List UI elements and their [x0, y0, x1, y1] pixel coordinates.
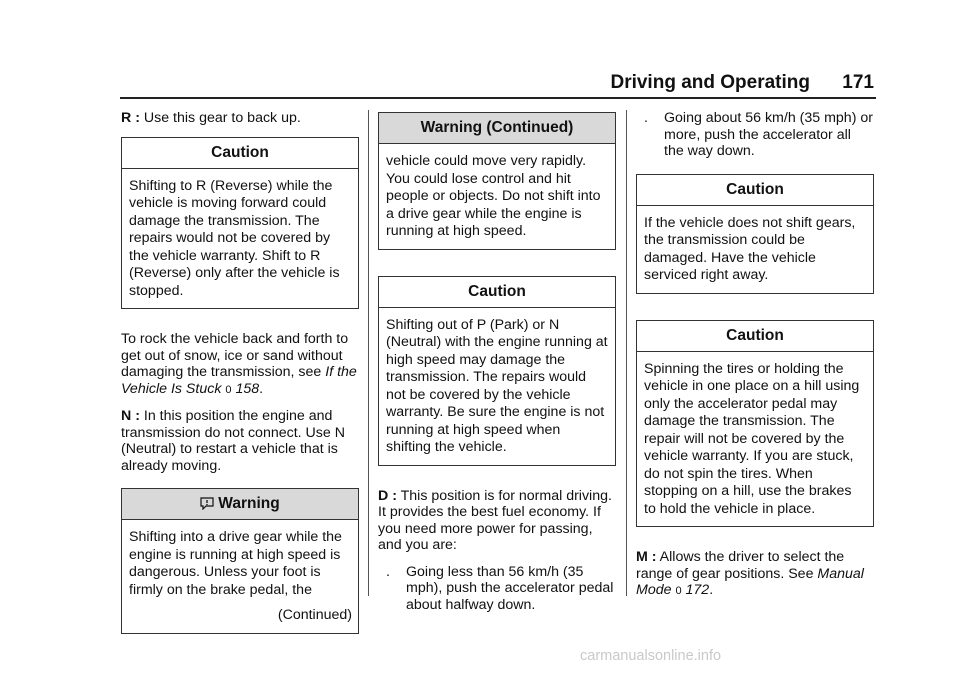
caution-box: [636, 320, 874, 528]
gear-label-m: M :: [636, 549, 657, 565]
gear-label-r: R :: [121, 110, 140, 126]
caution-title: Caution: [379, 277, 615, 308]
warning-body: Shifting into a drive gear while the engine is running at high speed is dangerous. Unless your foot is firmly on the brake pedal, the: [129, 529, 342, 598]
gear-text-m: Allows the driver to select the range of gear positions. See: [636, 549, 845, 582]
bullet-text: Going less than 56 km/h (35 mph), push the accelerator pedal about halfway down.: [406, 563, 614, 613]
gear-text-d: This position is for normal driving. It provides the best fuel economy. If you need more power for passing, and you are:: [378, 487, 612, 553]
caution-body: Spinning the tires or holding the vehicle in one place on a hill using only the accelerator pedal may damage the transmission. The repair will not be covered by the vehicle warranty. If you are stuck, do not spin the tires. When stopping on a hill, use the brakes to hold the vehicle in place.: [644, 360, 860, 517]
caution-box: [636, 174, 874, 294]
column-1: [121, 110, 359, 656]
gear-text-n: In this position the engine and transmission do not connect. Use N (Neutral) to restart a vehicle that is already moving.: [121, 408, 345, 474]
caution-title: Caution: [637, 321, 873, 352]
gear-label-d: D :: [378, 487, 397, 504]
caution-body: Shifting to R (Reverse) while the vehicle is moving forward could damage the transmission. The repairs would not be covered by the vehicle warranty. Shift to R (Reverse) only after the vehicle is stopped.: [129, 177, 340, 299]
page-number: 171: [842, 72, 874, 93]
paragraph-rock: To rock the vehicle back and forth to get out of snow, ice or sand without damaging the transmission, see If the Vehicle Is Stuck 0 158.: [121, 331, 357, 397]
cross-reference-link[interactable]: If the Vehicle Is Stuck 0 158: [121, 364, 357, 397]
column-divider: [368, 110, 369, 596]
continued-label: (Continued): [277, 607, 352, 623]
list-item: [378, 564, 616, 614]
warning-title: Warning: [122, 489, 358, 520]
rock-text: To rock the vehicle back and forth to get out of snow, ice or sand without damaging the transmission, see: [121, 331, 349, 380]
warning-continued-body: vehicle could move very rapidly. You could lose control and hit people or objects. Do not shift into a drive gear while the engine is running at high speed.: [386, 153, 601, 239]
paragraph-n: [121, 408, 359, 474]
column-divider: [626, 110, 627, 596]
warning-box: [121, 488, 359, 634]
bullet-mark: .: [386, 563, 390, 580]
caution-box: [121, 137, 359, 310]
bullet-text: Going about 56 km/h (35 mph) or more, push the accelerator all the way down.: [664, 110, 873, 159]
warning-triangle-icon: [200, 496, 214, 510]
gear-text-r: Use this gear to back up.: [143, 110, 301, 126]
list-item: [636, 110, 874, 160]
caution-title: Caution: [637, 175, 873, 206]
gear-label-n: N :: [121, 408, 140, 424]
caution-body: Shifting out of P (Park) or N (Neutral) with the engine running at high speed may damage the transmission. The repairs would not be covered by the vehicle warranty. Be sure the engine is not running at high speed when shifting the vehicle.: [386, 316, 608, 455]
header-rule: [120, 97, 876, 99]
warning-continued-box: [378, 112, 616, 250]
paragraph-m: M : Allows the driver to select the range of gear positions. See Manual Mode 0 172.: [636, 549, 864, 598]
page-header: [596, 70, 876, 100]
page-ref-icon: 0: [225, 383, 232, 396]
column-2: [378, 112, 616, 623]
caution-box: [378, 276, 616, 466]
cross-reference-link[interactable]: Manual Mode 0 172: [636, 565, 864, 598]
section-title: Driving and Operating: [610, 72, 810, 93]
page-ref-icon: 0: [675, 585, 682, 597]
caution-title: Caution: [122, 138, 358, 169]
paragraph-d: [378, 488, 616, 554]
watermark-text: carmanualsonline.info: [580, 648, 722, 664]
column-3: [636, 110, 874, 610]
warning-continued-title: Warning (Continued): [379, 113, 615, 144]
paragraph-r: [121, 110, 359, 127]
caution-body: If the vehicle does not shift gears, the transmission could be damaged. Have the vehicle serviced right away.: [644, 214, 856, 283]
bullet-mark: .: [644, 110, 648, 126]
